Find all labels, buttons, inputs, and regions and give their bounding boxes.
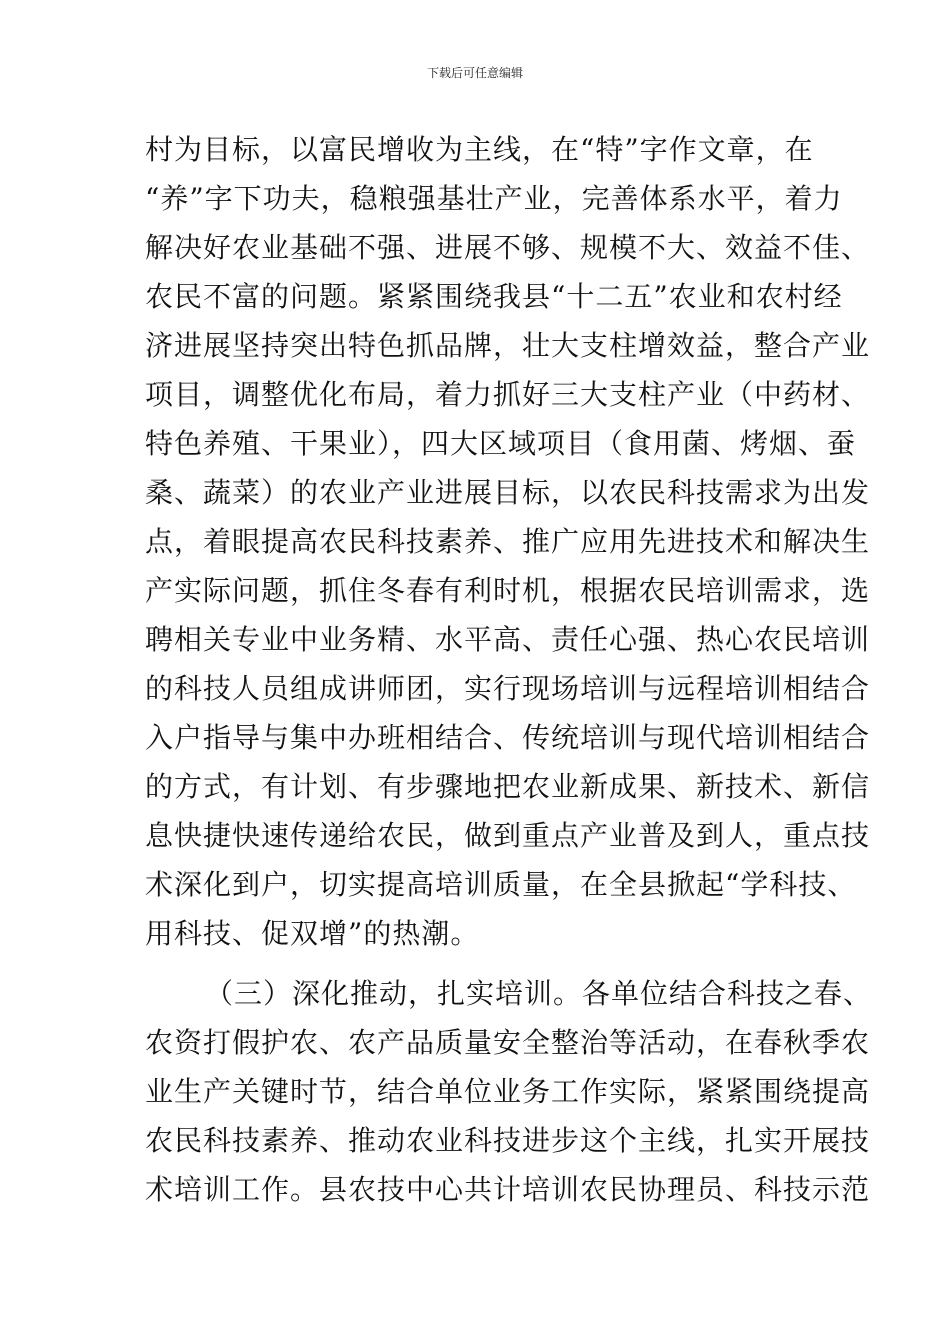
- body-line: 用科技、促双增”的热潮。: [145, 917, 480, 950]
- body-line: 术深化到户，切实提高培训质量，在全县掀起“学科技、: [145, 868, 857, 901]
- body-line: “养”字下功夫，稳粮强基壮产业，完善体系水平，着力: [145, 182, 843, 215]
- body-line: 术培训工作。县农技中心共计培训农民协理员、科技示范: [145, 1173, 871, 1206]
- body-line: 项目，调整优化布局，着力抓好三大支柱产业（中药材、: [145, 378, 871, 411]
- body-line: 的方式，有计划、有步骤地把农业新成果、新技术、新信: [145, 770, 871, 803]
- body-line: 入户指导与集中办班相结合、传统培训与现代培训相结合: [145, 721, 871, 754]
- body-line: 农民不富的问题。紧紧围绕我县“十二五”农业和农村经: [145, 280, 843, 313]
- body-line: 解决好农业基础不强、进展不够、规模不大、效益不佳、: [145, 231, 871, 264]
- body-line: 业生产关键时节，结合单位业务工作实际，紧紧围绕提高: [145, 1075, 871, 1108]
- body-line: 的科技人员组成讲师团，实行现场培训与远程培训相结合: [145, 672, 871, 705]
- body-line: 产实际问题，抓住冬春有利时机，根据农民培训需求，选: [145, 574, 871, 607]
- body-line: 农资打假护农、农产品质量安全整治等活动，在春秋季农: [145, 1026, 871, 1059]
- body-line: 特色养殖、干果业），四大区域项目（食用菌、烤烟、蚕: [145, 427, 857, 460]
- body-line: 点，着眼提高农民科技素养、推广应用先进技术和解决生: [145, 525, 871, 558]
- body-line: 农民科技素养、推动农业科技进步这个主线，扎实开展技: [145, 1124, 871, 1157]
- body-line: 济进展坚持突出特色抓品牌，壮大支柱增效益，整合产业: [145, 329, 871, 362]
- body-line: 桑、蔬菜）的农业产业进展目标，以农民科技需求为出发: [145, 476, 871, 509]
- paragraph-heading-line: （三）深化推动，扎实培训。各单位结合科技之春、: [205, 977, 873, 1010]
- body-line: 聘相关专业中业务精、水平高、责任心强、热心农民培训: [145, 623, 871, 656]
- body-line: 村为目标，以富民增收为主线，在“特”字作文章，在: [145, 133, 814, 166]
- body-line: 息快捷快速传递给农民，做到重点产业普及到人，重点技: [145, 819, 871, 852]
- page-header: 下载后可任意编辑: [426, 66, 523, 80]
